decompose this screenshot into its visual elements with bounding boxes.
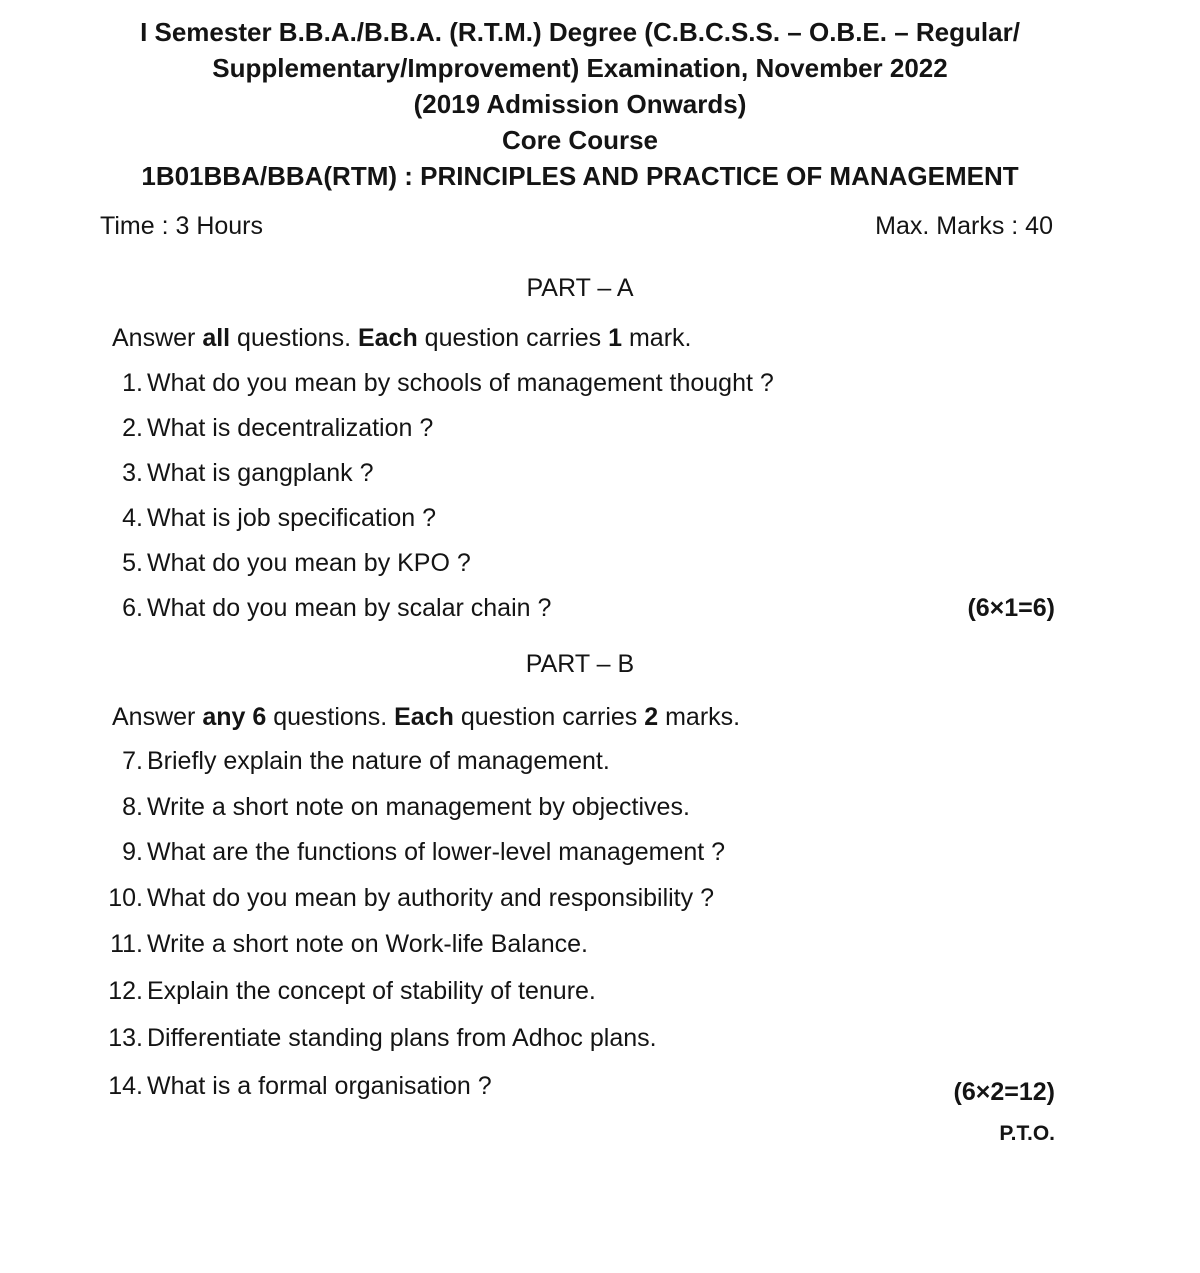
question-number: 6. [122, 594, 143, 622]
question-item [95, 928, 1055, 960]
question-item [95, 547, 1055, 579]
header-admission-line: (2019 Admission Onwards) [413, 89, 747, 119]
question-item [95, 836, 1055, 868]
question-number: 14. [108, 1072, 143, 1100]
part-a-marks: (6×1=6) [967, 594, 1055, 622]
header-examination-line: Supplementary/Improvement) Examination, November 2022 [212, 53, 948, 83]
instruction-emphasis: 2 [644, 703, 659, 731]
question-number: 8. [122, 793, 143, 821]
exam-max-marks: Max. Marks : 40 [875, 212, 1053, 240]
instruction-emphasis: Each [357, 324, 418, 352]
instruction-text: questions. [230, 324, 358, 352]
instruction-text: mark. [622, 324, 692, 352]
question-text: What is gangplank ? [147, 459, 374, 487]
question-item [95, 791, 1055, 823]
question-number: 7. [122, 747, 143, 775]
question-number: 5. [122, 549, 143, 577]
question-number: 12. [108, 977, 143, 1005]
question-text: Explain the concept of stability of tenure. [147, 977, 596, 1005]
question-item [95, 367, 1055, 399]
question-text: What are the functions of lower-level management ? [147, 838, 726, 866]
header-semester-line: I Semester B.B.A./B.B.A. (R.T.M.) Degree (C.B.C.S.S. – O.B.E. – Regular/ [140, 17, 1020, 47]
question-item [95, 975, 1055, 1007]
instruction-emphasis: any 6 [202, 703, 267, 731]
part-b-marks: (6×2=12) [953, 1078, 1055, 1106]
instruction-text: question carries [417, 324, 609, 352]
instruction-text: question carries [453, 703, 645, 731]
question-item [95, 1022, 1055, 1054]
question-item [95, 745, 1055, 777]
question-text: Differentiate standing plans from Adhoc plans. [147, 1024, 657, 1052]
question-text: What do you mean by authority and responsibility ? [147, 884, 714, 912]
instruction-emphasis: 1 [608, 324, 623, 352]
question-text: What do you mean by KPO ? [147, 549, 471, 577]
question-text: Write a short note on Work-life Balance. [147, 930, 588, 958]
question-item [95, 502, 1055, 534]
question-item [95, 882, 1055, 914]
question-number: 1. [122, 369, 143, 397]
question-text: What is decentralization ? [147, 414, 434, 442]
instruction-emphasis: all [202, 324, 231, 352]
question-item [95, 412, 1055, 444]
instruction-text: marks. [658, 703, 741, 731]
question-number: 4. [122, 504, 143, 532]
question-number: 10. [108, 884, 143, 912]
question-text: What is a formal organisation ? [147, 1072, 492, 1100]
question-number: 2. [122, 414, 143, 442]
part-b-instruction [112, 703, 740, 732]
instruction-emphasis: Each [394, 703, 454, 731]
question-text: What do you mean by scalar chain ? [147, 594, 552, 622]
exam-header [0, 14, 1160, 194]
please-turn-over: P.T.O. [999, 1122, 1055, 1145]
header-course-type: Core Course [501, 125, 659, 155]
question-text: What is job specification ? [147, 504, 437, 532]
part-b-heading: PART – B [525, 650, 635, 678]
header-course-title: 1B01BBA/BBA(RTM) : PRINCIPLES AND PRACTICE OF MANAGEMENT [141, 161, 1019, 191]
question-item [95, 1070, 1055, 1106]
question-number: 11. [110, 930, 143, 958]
question-number: 9. [122, 838, 143, 866]
part-a-heading: PART – A [526, 274, 634, 302]
instruction-text: Answer [112, 703, 203, 731]
instruction-text: Answer [112, 324, 203, 352]
part-a-instruction [112, 324, 691, 353]
question-item [95, 592, 1055, 624]
question-number: 13. [108, 1024, 143, 1052]
question-number: 3. [122, 459, 143, 487]
exam-time: Time : 3 Hours [100, 212, 264, 240]
instruction-text: questions. [266, 703, 395, 731]
question-text: Briefly explain the nature of management. [147, 747, 610, 775]
question-item [95, 457, 1055, 489]
question-text: Write a short note on management by objectives. [147, 793, 690, 821]
question-text: What do you mean by schools of management thought ? [147, 369, 774, 397]
